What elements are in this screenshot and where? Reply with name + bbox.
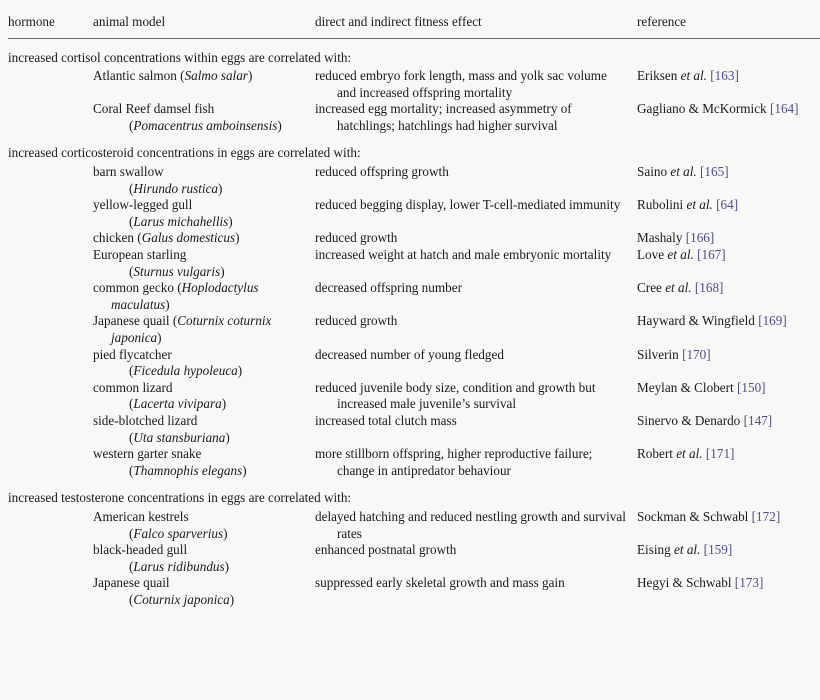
cell-reference xyxy=(637,347,820,380)
table-body xyxy=(8,38,820,609)
reference-text xyxy=(637,542,812,559)
cell-reference xyxy=(637,542,820,575)
reference-number[interactable]: [166] xyxy=(682,230,715,246)
reference-etal: et al. xyxy=(665,280,692,296)
reference-text xyxy=(637,413,812,430)
reference-text xyxy=(637,247,812,264)
fitness-effect-text: reduced begging display, lower T-cell-mediated immunity xyxy=(315,197,621,213)
cell-animal-model xyxy=(93,446,315,479)
species-line: (Ficedula hypoleuca) xyxy=(129,363,243,379)
cell-hormone xyxy=(8,68,93,101)
cell-fitness-effect xyxy=(315,542,637,575)
species-line: (Falco sparverius) xyxy=(129,525,228,541)
cell-fitness-effect xyxy=(315,230,637,247)
cell-animal-model xyxy=(93,280,315,313)
table-row xyxy=(8,542,820,575)
animal-model-text: western garter snake (Thamnophis elegans) xyxy=(93,446,307,479)
species-name: Coturnix japonica xyxy=(133,591,230,607)
spacer-cell xyxy=(8,479,820,488)
reference-text xyxy=(637,68,812,85)
section-title: increased cortisol concentrations within eggs are correlated with: xyxy=(8,49,352,65)
column-header-hormone: hormone xyxy=(8,0,93,38)
spacer-cell xyxy=(8,38,820,48)
animal-model-text: Japanese quail (Coturnix japonica) xyxy=(93,575,307,608)
fitness-effect-text: reduced juvenile body size, condition and growth but increased male juvenile’s survival xyxy=(315,379,596,412)
species-line: (Pomacentrus amboinsensis) xyxy=(129,117,282,133)
reference-text xyxy=(637,347,812,364)
cell-hormone xyxy=(8,313,93,346)
reference-author: Sockman & Schwabl xyxy=(637,508,749,524)
cell-hormone xyxy=(8,164,93,197)
reference-number[interactable]: [173] xyxy=(731,575,764,591)
species-line: (Lacerta vivipara) xyxy=(129,396,227,412)
species-line: (Coturnix japonica) xyxy=(129,591,235,607)
fitness-effect-text: reduced offspring growth xyxy=(315,164,449,180)
fitness-effect-text: increased egg mortality; increased asymmetry of hatchlings; hatchlings had higher survival xyxy=(315,101,572,133)
reference-author: Sinervo & Denardo xyxy=(637,412,741,428)
cell-fitness-effect xyxy=(315,101,637,134)
reference-number[interactable]: [150] xyxy=(733,379,766,395)
reference-etal: et al. xyxy=(686,197,713,213)
species-name: Falco sparverius xyxy=(133,525,224,541)
reference-number[interactable]: [171] xyxy=(702,446,735,462)
table-row xyxy=(8,413,820,446)
species-line: (Larus ridibundus) xyxy=(129,558,230,574)
cell-reference xyxy=(637,509,820,542)
species-name: Hoplodactylus maculatus xyxy=(111,280,259,312)
reference-author: Robert xyxy=(637,446,677,462)
fitness-effect-text: delayed hatching and reduced nestling growth and survival rates xyxy=(315,508,626,541)
fitness-effect-text: increased weight at hatch and male embryonic mortality xyxy=(315,247,612,263)
reference-author: Meylan & Clobert xyxy=(637,379,734,395)
table-row xyxy=(8,575,820,608)
reference-text xyxy=(637,230,812,247)
cell-hormone xyxy=(8,101,93,134)
cell-animal-model xyxy=(93,101,315,134)
animal-model-text: common lizard (Lacerta vivipara) xyxy=(93,380,307,413)
reference-number[interactable]: [170] xyxy=(678,346,711,362)
table-row xyxy=(8,68,820,101)
species-name: Galus domesticus xyxy=(141,230,236,246)
section-title: increased corticosteroid concentrations in eggs are correlated with: xyxy=(8,145,361,161)
table-row xyxy=(8,446,820,479)
reference-text xyxy=(637,164,812,181)
species-name: Lacerta vivipara xyxy=(133,396,222,412)
cell-fitness-effect xyxy=(315,164,637,197)
animal-model-text: common gecko (Hoplodactylus maculatus) xyxy=(93,280,259,312)
table-row xyxy=(8,347,820,380)
cell-fitness-effect xyxy=(315,68,637,101)
reference-number[interactable]: [64] xyxy=(712,197,739,213)
species-name: Coturnix coturnix japonica xyxy=(111,313,272,345)
table-row xyxy=(8,164,820,197)
table-row xyxy=(8,380,820,413)
reference-author: Saino xyxy=(637,164,671,180)
cell-hormone xyxy=(8,542,93,575)
animal-model-text: American kestrels (Falco sparverius) xyxy=(93,509,307,542)
cell-animal-model xyxy=(93,509,315,542)
reference-author: Mashaly xyxy=(637,230,683,246)
reference-number[interactable]: [159] xyxy=(700,542,733,558)
cell-fitness-effect xyxy=(315,247,637,280)
fitness-effect-text: suppressed early skeletal growth and mass gain xyxy=(315,575,565,591)
cell-fitness-effect xyxy=(315,197,637,230)
reference-etal: et al. xyxy=(674,542,701,558)
animal-model-text: chicken (Galus domesticus) xyxy=(93,230,240,246)
table-header xyxy=(8,0,820,38)
cell-animal-model xyxy=(93,413,315,446)
reference-text xyxy=(637,446,812,463)
reference-text xyxy=(637,575,812,592)
reference-text xyxy=(637,509,812,526)
reference-text xyxy=(637,280,812,297)
cell-fitness-effect xyxy=(315,446,637,479)
fitness-effect-text: more stillborn offspring, higher reproductive failure; change in antipredator behaviour xyxy=(315,446,593,478)
species-name: Sturnus vulgaris xyxy=(133,263,221,279)
animal-model-text: barn swallow (Hirundo rustica) xyxy=(93,164,307,197)
reference-author: Love xyxy=(637,247,668,263)
table-row xyxy=(8,197,820,230)
cell-animal-model xyxy=(93,542,315,575)
cell-fitness-effect xyxy=(315,413,637,446)
column-header-fitness-effect: direct and indirect fitness effect xyxy=(315,0,637,38)
cell-animal-model xyxy=(93,347,315,380)
reference-number[interactable]: [168] xyxy=(691,280,724,296)
table-row xyxy=(8,313,820,346)
reference-etal: et al. xyxy=(670,164,697,180)
reference-etal: et al. xyxy=(676,446,703,462)
cell-reference xyxy=(637,380,820,413)
fitness-effect-text: increased total clutch mass xyxy=(315,412,457,428)
species-name: Salmo salar xyxy=(184,68,248,84)
animal-model-text: side-blotched lizard (Uta stansburiana) xyxy=(93,413,307,446)
species-line: (Hirundo rustica) xyxy=(129,180,223,196)
species-name: Hirundo rustica xyxy=(133,180,219,196)
fitness-effect-text: enhanced postnatal growth xyxy=(315,542,457,558)
reference-author: Silverin xyxy=(637,346,679,362)
reference-number[interactable]: [172] xyxy=(748,508,781,524)
cell-reference xyxy=(637,68,820,101)
cell-hormone xyxy=(8,247,93,280)
reference-author: Gagliano & McKormick xyxy=(637,101,767,117)
fitness-effects-table xyxy=(8,0,820,609)
fitness-effect-text: decreased offspring number xyxy=(315,280,462,296)
cell-fitness-effect xyxy=(315,347,637,380)
cell-hormone xyxy=(8,509,93,542)
section-header-row xyxy=(8,143,820,164)
species-line: (Uta stansburiana) xyxy=(129,429,230,445)
animal-model-text: yellow-legged gull (Larus michahellis) xyxy=(93,197,307,230)
cell-animal-model xyxy=(93,575,315,608)
cell-animal-model xyxy=(93,247,315,280)
cell-animal-model xyxy=(93,313,315,346)
table-row xyxy=(8,230,820,247)
cell-fitness-effect xyxy=(315,280,637,313)
spacer-cell xyxy=(8,134,820,143)
reference-number[interactable]: [147] xyxy=(740,412,773,428)
species-line: (Thamnophis elegans) xyxy=(129,462,247,478)
cell-animal-model xyxy=(93,197,315,230)
cell-fitness-effect xyxy=(315,313,637,346)
reference-etal: et al. xyxy=(667,247,694,263)
animal-model-text: Coral Reef damsel fish (Pomacentrus amboinsensis) xyxy=(93,101,307,134)
animal-model-text: pied flycatcher (Ficedula hypoleuca) xyxy=(93,347,307,380)
reference-number[interactable]: [167] xyxy=(693,247,726,263)
species-name: Larus ridibundus xyxy=(133,558,225,574)
cell-animal-model xyxy=(93,68,315,101)
species-name: Larus michahellis xyxy=(133,213,229,229)
section-spacer xyxy=(8,134,820,143)
section-header-row xyxy=(8,48,820,69)
cell-hormone xyxy=(8,575,93,608)
species-line: (Larus michahellis) xyxy=(129,213,233,229)
section-header-row xyxy=(8,488,820,509)
cell-fitness-effect xyxy=(315,380,637,413)
reference-author: Rubolini xyxy=(637,197,687,213)
reference-text xyxy=(637,380,812,397)
species-name: Pomacentrus amboinsensis xyxy=(133,117,278,133)
table-row xyxy=(8,280,820,313)
table-row xyxy=(8,509,820,542)
cell-animal-model xyxy=(93,230,315,247)
cell-hormone xyxy=(8,413,93,446)
reference-author: Hegyi & Schwabl xyxy=(637,575,732,591)
section-title: increased testosterone concentrations in eggs are correlated with: xyxy=(8,490,352,506)
cell-reference xyxy=(637,446,820,479)
section-spacer xyxy=(8,38,820,48)
species-name: Uta stansburiana xyxy=(133,429,226,445)
reference-number[interactable]: [165] xyxy=(696,164,729,180)
fitness-effect-text: decreased number of young fledged xyxy=(315,346,504,362)
cell-animal-model xyxy=(93,164,315,197)
cell-reference xyxy=(637,280,820,313)
reference-author: Hayward & Wingfield xyxy=(637,313,755,329)
cell-reference xyxy=(637,197,820,230)
section-spacer xyxy=(8,479,820,488)
cell-hormone xyxy=(8,230,93,247)
cell-hormone xyxy=(8,280,93,313)
column-header-reference: reference xyxy=(637,0,820,38)
table-row xyxy=(8,247,820,280)
reference-number[interactable]: [164] xyxy=(766,101,799,117)
cell-reference xyxy=(637,101,820,134)
fitness-effect-text: reduced growth xyxy=(315,313,398,329)
cell-fitness-effect xyxy=(315,509,637,542)
cell-fitness-effect xyxy=(315,575,637,608)
species-line: (Sturnus vulgaris) xyxy=(129,263,225,279)
animal-model-text: black-headed gull (Larus ridibundus) xyxy=(93,542,307,575)
reference-author: Cree xyxy=(637,280,666,296)
cell-reference xyxy=(637,413,820,446)
column-header-animal-model: animal model xyxy=(93,0,315,38)
cell-hormone xyxy=(8,380,93,413)
cell-hormone xyxy=(8,347,93,380)
species-name: Thamnophis elegans xyxy=(133,462,243,478)
cell-reference xyxy=(637,575,820,608)
reference-text xyxy=(637,197,812,214)
cell-reference xyxy=(637,164,820,197)
table-row xyxy=(8,101,820,134)
reference-text xyxy=(637,313,812,330)
cell-reference xyxy=(637,247,820,280)
reference-number[interactable]: [163] xyxy=(706,68,739,84)
cell-reference xyxy=(637,230,820,247)
reference-text xyxy=(637,101,812,118)
animal-model-text: European starling (Sturnus vulgaris) xyxy=(93,247,307,280)
cell-hormone xyxy=(8,197,93,230)
animal-model-text: Atlantic salmon (Salmo salar) xyxy=(93,68,253,84)
reference-author: Eising xyxy=(637,542,674,558)
fitness-effect-text: reduced embryo fork length, mass and yolk sac volume and increased offspring mortality xyxy=(315,68,607,100)
reference-etal: et al. xyxy=(680,68,707,84)
cell-animal-model xyxy=(93,380,315,413)
reference-number[interactable]: [169] xyxy=(754,313,787,329)
fitness-effect-text: reduced growth xyxy=(315,230,398,246)
cell-hormone xyxy=(8,446,93,479)
animal-model-text: Japanese quail (Coturnix coturnix japonica) xyxy=(93,313,272,345)
cell-reference xyxy=(637,313,820,346)
species-name: Ficedula hypoleuca xyxy=(133,363,238,379)
reference-author: Eriksen xyxy=(637,68,681,84)
